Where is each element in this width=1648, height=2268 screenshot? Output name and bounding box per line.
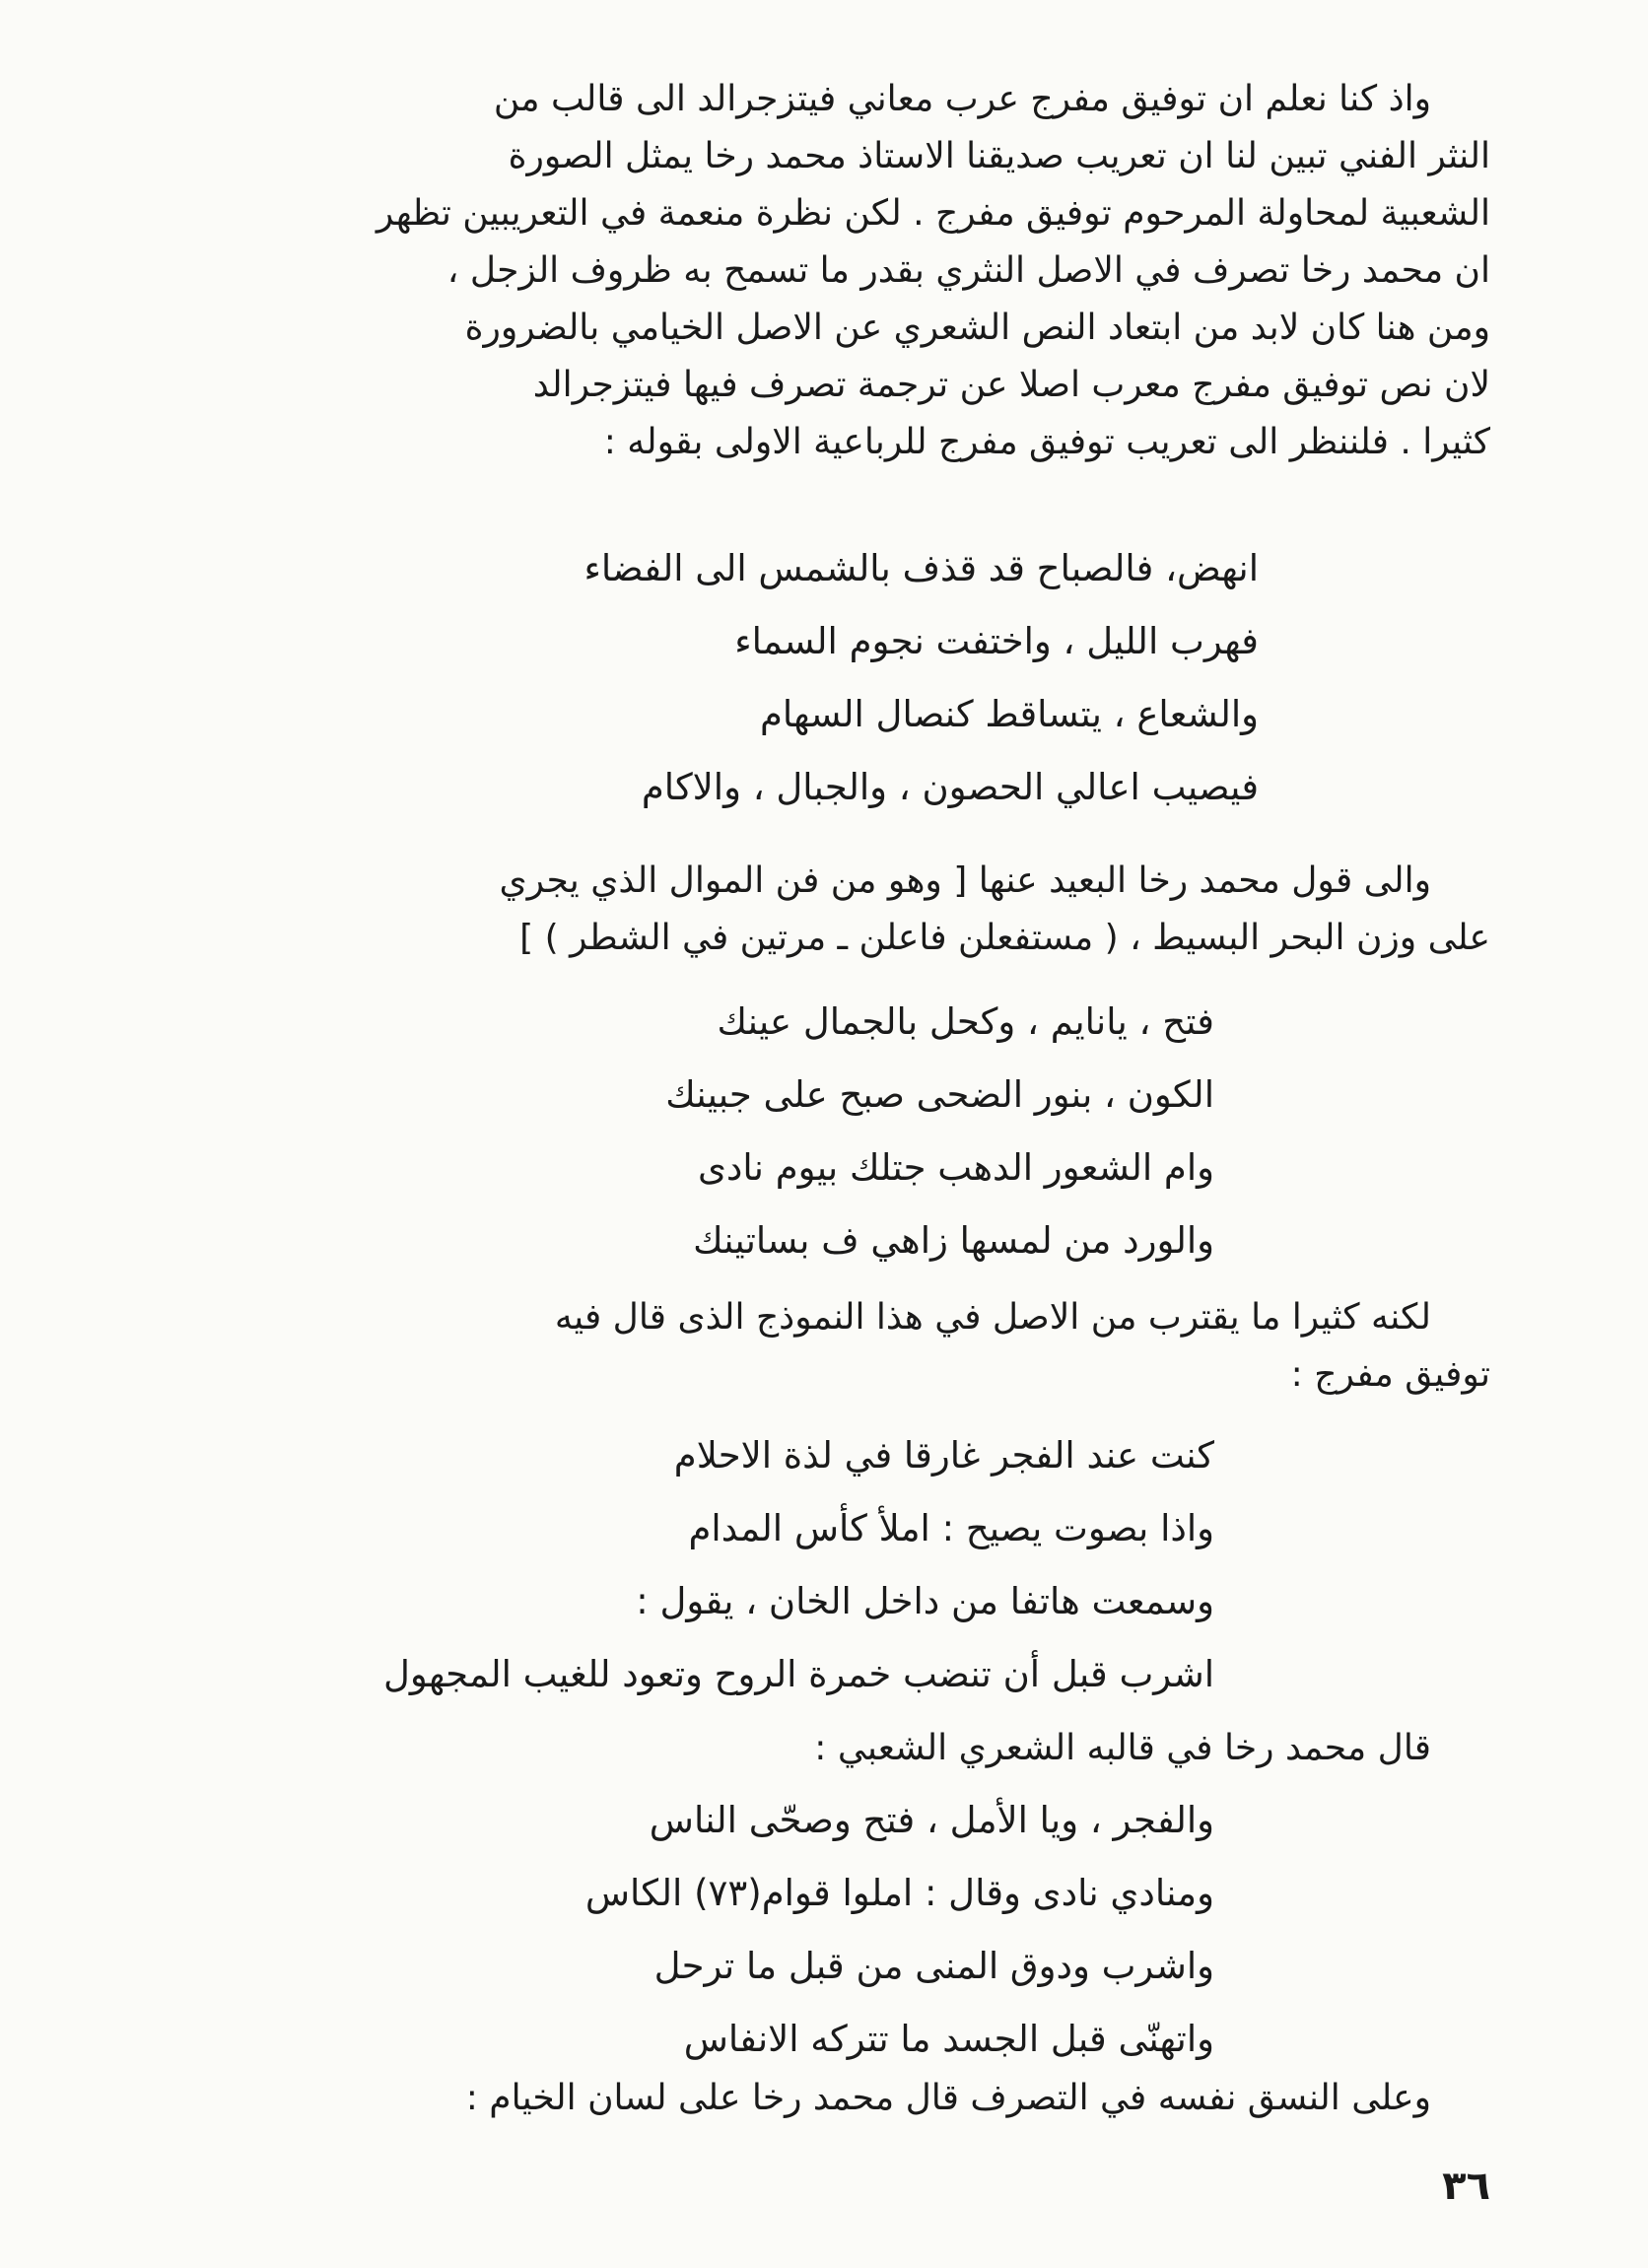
text-line: ومن هنا كان لابد من ابتعاد النص الشعري عن الاصل الخيامي بالضرورة — [464, 308, 1490, 348]
paragraph-rakha-intro — [189, 853, 1490, 967]
page-number: ٣٦ — [1442, 2164, 1490, 2209]
text-line: واذ كنا نعلم ان توفيق مفرج عرب معاني فيتزجرالد الى قالب من — [493, 79, 1431, 119]
text-line: ان محمد رخا تصرف في الاصل النثري بقدر ما تسمح به ظروف الزجل ، — [446, 250, 1490, 291]
text-line: والى قول محمد رخا البعيد عنها [ وهو من فن الموال الذي يجري — [499, 860, 1431, 901]
text-line: لكنه كثيرا ما يقترب من الاصل في هذا النموذج الذى قال فيه — [554, 1297, 1431, 1338]
text-line: النثر الفني تبين لنا ان تعريب صديقنا الاستاذ محمد رخا يمثل الصورة — [508, 136, 1490, 176]
verse-quatrain-2 — [383, 1419, 1214, 1711]
paragraph-intro — [189, 71, 1490, 471]
verse-mawwal-2 — [585, 1784, 1214, 2076]
verse-quatrain-1 — [584, 532, 1259, 824]
text-line: توفيق مفرج : — [1290, 1354, 1490, 1395]
verse-line: والفجر ، ويا الأمل ، فتح وصحّى الناس — [649, 1799, 1214, 1841]
paragraph-mufarrij-intro — [189, 1289, 1490, 1404]
paragraph-closing — [189, 2070, 1490, 2127]
verse-line: وام الشعور الدهب جتلك بيوم نادى — [697, 1146, 1214, 1189]
verse-mawwal-1 — [665, 986, 1214, 1277]
text-line: وعلى النسق نفسه في التصرف قال محمد رخا على لسان الخيام : — [465, 2078, 1431, 2118]
verse-line: واتهنّى قبل الجسد ما تتركه الانفاس — [683, 2018, 1214, 2060]
text-line: على وزن البحر البسيط ، ( مستفعلن فاعلن ـ مرتين في الشطر ) ] — [519, 918, 1490, 958]
verse-line: انهض، فالصباح قد قذف بالشمس الى الفضاء — [584, 547, 1259, 589]
text-line: لان نص توفيق مفرج معرب اصلا عن ترجمة تصرف فيها فيتزجرالد — [532, 365, 1490, 405]
verse-line: اشرب قبل أن تنضب خمرة الروح وتعود للغيب المجهول — [383, 1653, 1214, 1695]
text-line: قال محمد رخا في قالبه الشعري الشعبي : — [814, 1728, 1431, 1768]
verse-line: فيصيب اعالي الحصون ، والجبال ، والاكام — [641, 766, 1259, 808]
verse-line: وسمعت هاتفا من داخل الخان ، يقول : — [636, 1580, 1214, 1622]
text-line: الشعبية لمحاولة المرحوم توفيق مفرج . لكن نظرة منعمة في التعريبين تظهر — [376, 193, 1490, 234]
verse-line: والشعاع ، يتساقط كنصال السهام — [760, 693, 1259, 735]
verse-line: فتح ، يانايم ، وكحل بالجمال عينك — [717, 1000, 1214, 1043]
text-line: كثيرا . فلننظر الى تعريب توفيق مفرج للرباعية الاولى بقوله : — [603, 422, 1490, 462]
verse-line: كنت عند الفجر غارقا في لذة الاحلام — [673, 1434, 1214, 1477]
verse-line: واذا بصوت يصيح : املأ كأس المدام — [688, 1507, 1214, 1549]
paragraph-rakha-folk — [189, 1720, 1490, 1777]
verse-line: فهرب الليل ، واختفت نجوم السماء — [734, 620, 1259, 662]
verse-line: واشرب ودوق المنى من قبل ما ترحل — [653, 1945, 1214, 1987]
verse-line: ومنادي نادى وقال : املوا قوام(٧٣) الكاس — [584, 1872, 1214, 1914]
verse-line: والورد من لمسها زاهي ف بساتينك — [693, 1219, 1214, 1262]
verse-line: الكون ، بنور الضحى صبح على جبينك — [665, 1073, 1214, 1116]
